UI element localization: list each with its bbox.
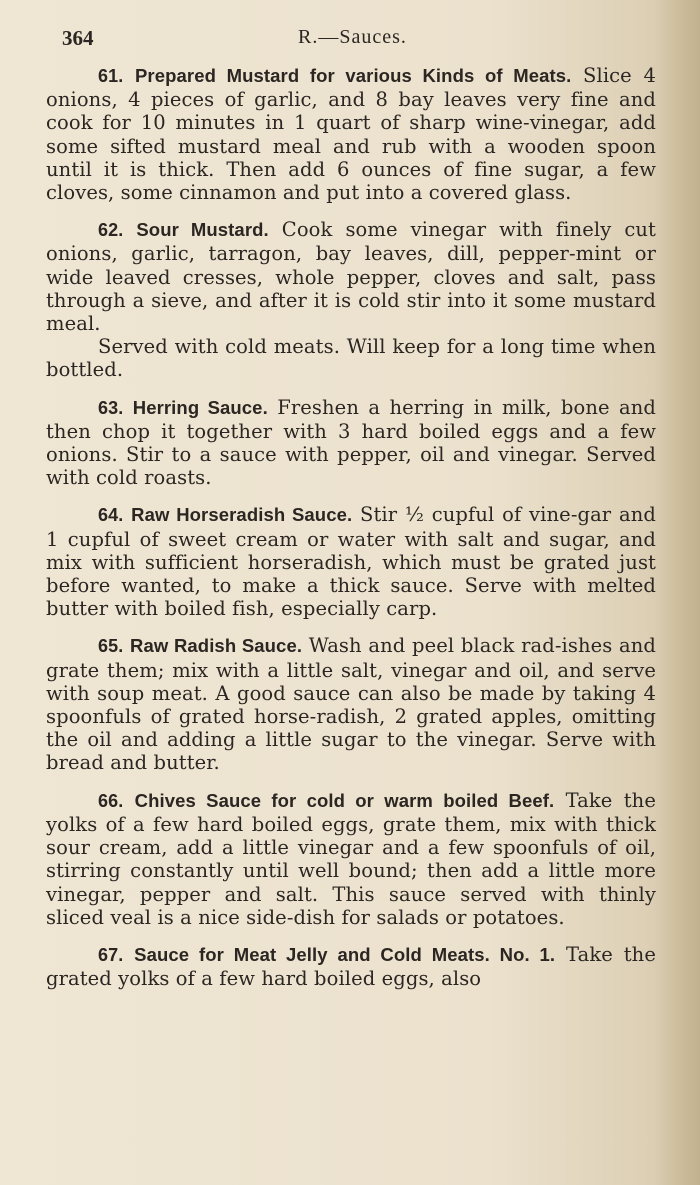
recipe-paragraph bbox=[46, 218, 656, 335]
recipe-number: 62. bbox=[98, 220, 124, 241]
recipe-text: Cook some vinegar with finely cut onions, garlic, tarragon, bay leaves, dill, pepper-mint or wide leaved cresses, whole pepper, cloves and salt, pass through a sieve, and after it is cold stir into it some mustard meal. bbox=[46, 218, 656, 336]
recipe-title: Raw Radish Sauce. bbox=[130, 635, 303, 657]
recipe-number: 66. bbox=[98, 790, 124, 811]
recipe-65 bbox=[46, 634, 656, 774]
recipe-paragraph bbox=[46, 789, 656, 929]
recipe-61 bbox=[46, 64, 656, 204]
recipe-text: Freshen a herring in milk, bone and then chop it together with 3 hard boiled eggs and a few onions. Stir to a sauce with pepper, oil and vinegar. Served with cold roasts. bbox=[46, 395, 656, 490]
recipe-paragraph bbox=[46, 64, 656, 204]
recipe-paragraph bbox=[46, 503, 656, 620]
recipe-number: 63. bbox=[98, 397, 124, 418]
recipe-paragraph-continued: Served with cold meats. Will keep for a long time when bottled. bbox=[46, 335, 656, 382]
recipe-title: Sour Mustard. bbox=[136, 219, 269, 241]
recipe-text: Slice 4 onions, 4 pieces of garlic, and 8 bay leaves very fine and cook for 10 minutes in 1 quart of sharp wine-vinegar, add some sifted mustard meal and rub with a wooden spoon until it is thick. Then add 6 ounces of fine sugar, a few cloves, some cinnamon and put into a covered glass. bbox=[46, 64, 656, 205]
recipe-66 bbox=[46, 789, 656, 929]
recipe-64 bbox=[46, 503, 656, 620]
recipe-paragraph bbox=[46, 396, 656, 490]
page-body bbox=[46, 64, 656, 1004]
recipe-number: 64. bbox=[98, 505, 124, 526]
recipe-paragraph bbox=[46, 943, 656, 990]
recipe-title: Raw Horseradish Sauce. bbox=[131, 504, 353, 526]
recipe-title: Herring Sauce. bbox=[132, 396, 268, 418]
recipe-number: 65. bbox=[98, 636, 124, 657]
recipe-63 bbox=[46, 396, 656, 490]
recipe-number: 61. bbox=[98, 66, 124, 86]
recipe-number: 67. bbox=[98, 944, 124, 965]
page-number: 364 bbox=[62, 26, 94, 50]
recipe-67 bbox=[46, 943, 656, 990]
recipe-title: Prepared Mustard for various Kinds of Meats. bbox=[134, 65, 572, 86]
recipe-text: Stir ½ cupful of vine-gar and 1 cupful of sweet cream or water with salt and sugar, and mix with sufficient horseradish, which must be grated just before wanted, to make a thick sauce. Serve with melted butter with boiled fish, especially carp. bbox=[46, 503, 656, 621]
recipe-text: Take the yolks of a few hard boiled eggs, grate them, mix with thick sour cream, add a little vinegar and a few spoonfuls of oil, stirring constantly until well bound; then add a little more vinegar, pepper and salt. This sauce served with thinly sliced veal is a nice side-dish for salads or potatoes. bbox=[46, 788, 656, 929]
running-head bbox=[60, 26, 650, 52]
recipe-title: Sauce for Meat Jelly and Cold Meats. No. 1. bbox=[134, 943, 556, 965]
recipe-paragraph bbox=[46, 634, 656, 774]
recipe-title: Chives Sauce for cold or warm boiled Beef. bbox=[134, 789, 555, 811]
section-title: R.—Sauces. bbox=[298, 26, 407, 48]
recipe-text: Take the grated yolks of a few hard boiled eggs, also bbox=[46, 942, 656, 991]
recipe-62 bbox=[46, 218, 656, 381]
recipe-text: Wash and peel black rad-ishes and grate them; mix with a little salt, vinegar and oil, and serve with soup meat. A good sauce can also be made by taking 4 spoonfuls of grated horse-radish, 2 grated apples, omitting the oil and adding a little sugar to the vinegar. Serve with bread and butter. bbox=[46, 634, 656, 775]
